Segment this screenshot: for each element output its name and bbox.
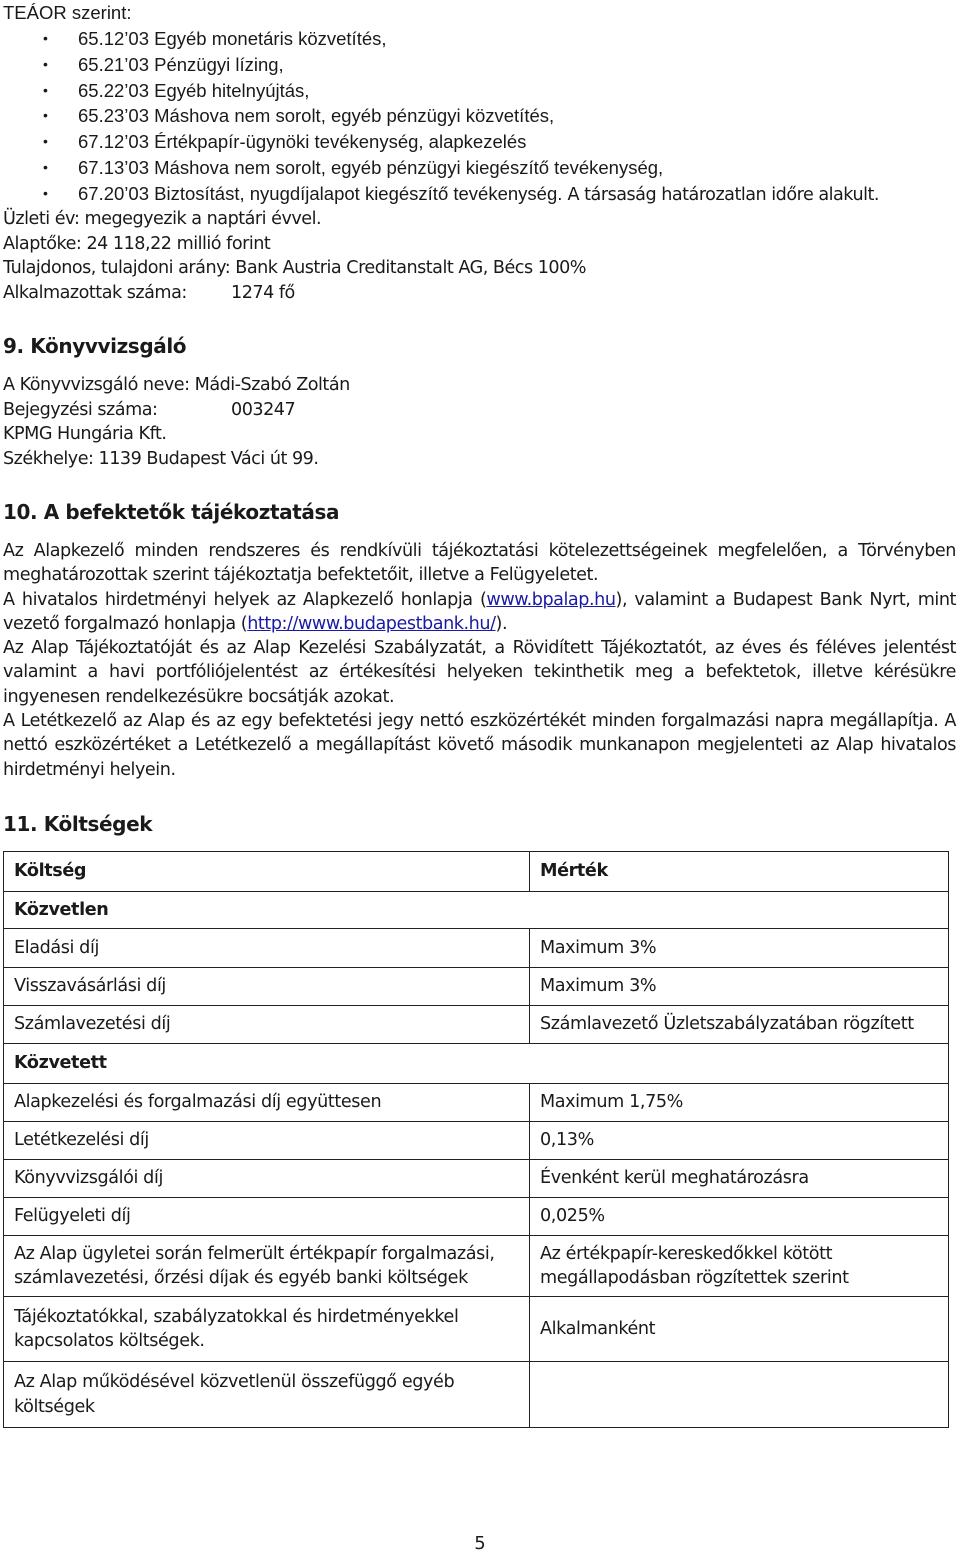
list-item: • 67.12’03 Értékpapír-ügynöki tevékenység, alapkezelés (3, 129, 879, 155)
list-item: • 65.21’03 Pénzügyi lízing, (3, 52, 879, 78)
owner: Tulajdonos, tulajdoni arány: Bank Austria Creditanstalt AG, Bécs 100% (3, 258, 587, 279)
cost-cell: Számlavezetési díj (4, 1006, 530, 1044)
auditor-info (3, 373, 350, 471)
investors-text (3, 539, 956, 782)
auditor-heading: 9. Könyvvizsgáló (3, 334, 187, 358)
rate-cell: 0,025% (530, 1198, 949, 1236)
column-header-rate: Mérték (530, 852, 949, 892)
table-row (4, 968, 949, 1006)
cost-cell: Tájékoztatókkal, szabályzatokkal és hirdetményekkel kapcsolatos költségek. (4, 1297, 530, 1362)
rate-cell (530, 1362, 949, 1428)
investors-paragraph-2: A hivatalos hirdetményi helyek az Alapkezelő honlapja (www.bpalap.hu), valamint a Budapest Bank Nyrt, mint vezető forgalmazó honlapja (http://www.budapestbank.hu/). (3, 589, 956, 634)
investors-paragraph-3: Az Alap Tájékoztatóját és az Alap Kezelési Szabályzatát, a Rövidített Tájékoztatót, az éves és féléves jelentést valamint a havi portfóliójelentést az értékesítési helyeken tekinthetik meg a befektetok, illetve kérésükre ingyenesen rendelkezésükre bocsátják azokat. (3, 638, 956, 707)
rate-cell: Az értékpapír-kereskedőkkel kötött megállapodásban rögzítettek szerint (530, 1236, 949, 1297)
rate-cell: Maximum 3% (530, 929, 949, 968)
bullet-icon: • (43, 184, 48, 201)
rate-cell: Számlavezető Üzletszabályzatában rögzített (530, 1006, 949, 1044)
costs-table (3, 851, 949, 1428)
investors-heading: 10. A befektetők tájékoztatása (3, 500, 340, 524)
cost-cell: Letétkezelési díj (4, 1122, 530, 1160)
page-number: 5 (474, 1533, 486, 1554)
business-year: Üzleti év: megegyezik a naptári évvel. (3, 209, 322, 229)
investors-paragraph-1: Az Alapkezelő minden rendszeres és rendkívüli tájékoztatási kötelezettségeinek megfelelően, a Törvényben meghatározottak szerint tájékoztatja befektetőit, illetve a Felügyeletet. (3, 541, 956, 586)
auditor-registration (3, 398, 350, 423)
section-label-direct: Közvetlen (4, 892, 949, 929)
bullet-icon: • (43, 158, 48, 175)
list-item: • 67.20’03 Biztosítást, nyugdíjalapot kiegészítő tevékenység. A társaság határozatlan időre alakult. (43, 182, 879, 205)
section-row-indirect (4, 1044, 949, 1084)
rate-cell: Maximum 3% (530, 968, 949, 1006)
rate-cell: Évenként kerül meghatározásra (530, 1160, 949, 1198)
table-row (4, 929, 949, 968)
bullet-icon: • (43, 133, 48, 150)
cost-cell: Eladási díj (4, 929, 530, 968)
capital: Alaptőke: 24 118,22 millió forint (3, 233, 271, 254)
auditor-name: A Könyvvizsgáló neve: Mádi-Szabó Zoltán (3, 375, 350, 395)
list-item: • 67.13’03 Máshova nem sorolt, egyéb pénzügyi kiegészítő tevékenység, (3, 155, 879, 181)
registration-value: 003247 (231, 399, 296, 420)
section-row-direct (4, 892, 949, 929)
employees-value: 1274 fő (231, 282, 295, 303)
employees (3, 281, 586, 306)
list-item: • 65.12’03 Egyéb monetáris közvetítés, (3, 26, 879, 52)
table-row (4, 1160, 949, 1198)
bpalap-link[interactable]: www.bpalap.hu (486, 589, 616, 610)
cost-cell: Alapkezelési és forgalmazási díj együttesen (4, 1084, 530, 1122)
list-item: • 65.23’03 Máshova nem sorolt, egyéb pénzügyi közvetítés, (3, 103, 879, 129)
table-row (4, 1297, 949, 1362)
table-row (4, 1122, 949, 1160)
registration-label: Bejegyzési száma: (3, 399, 158, 420)
costs-heading: 11. Költségek (3, 812, 153, 836)
column-header-cost: Költség (4, 852, 530, 892)
auditor-seat: Székhelye: 1139 Budapest Váci út 99. (3, 448, 319, 469)
cost-cell: Visszavásárlási díj (4, 968, 530, 1006)
auditor-firm: KPMG Hungária Kft. (3, 424, 167, 445)
table-row (4, 1006, 949, 1044)
cost-cell: Könyvvizsgálói díj (4, 1160, 530, 1198)
cost-cell: Az Alap ügyletei során felmerült értékpapír forgalmazási, számlavezetési, őrzési díjak és egyéb banki költségek (4, 1236, 530, 1297)
table-header-row (4, 852, 949, 892)
list-item: • 65.22’03 Egyéb hitelnyújtás, (3, 78, 879, 104)
employees-label: Alkalmazottak száma: (3, 282, 187, 303)
table-row (4, 1084, 949, 1122)
investors-paragraph-4: A Letétkezelő az Alap és az egy befektetési jegy nettó eszközértékét minden forgalmazási napra megállapítja. A nettó eszközértéket a Letétkezelő a megállapítást követő második munkanapon megjelenteti az Alap hivatalos hirdetményi helyein. (3, 711, 956, 780)
teaor-list (3, 26, 879, 209)
cost-cell: Felügyeleti díj (4, 1198, 530, 1236)
rate-cell: Maximum 1,75% (530, 1084, 949, 1122)
bullet-icon: • (43, 107, 48, 124)
budapestbank-link[interactable]: http://www.budapestbank.hu/ (247, 613, 496, 634)
table-row (4, 1198, 949, 1236)
bullet-icon: • (43, 55, 48, 72)
rate-cell: 0,13% (530, 1122, 949, 1160)
bullet-icon: • (43, 81, 48, 98)
teaor-heading: TEÁOR szerint: (3, 2, 132, 23)
teaor-tail: A társaság határozatlan időre alakult. (567, 184, 879, 205)
table-row (4, 1236, 949, 1297)
company-info (3, 207, 586, 305)
section-label-indirect: Közvetett (4, 1044, 949, 1084)
cost-cell: Az Alap működésével közvetlenül összefüggő egyéb költségek (4, 1362, 530, 1428)
table-row (4, 1362, 949, 1428)
bullet-icon: • (43, 30, 48, 46)
rate-cell: Alkalmanként (530, 1297, 949, 1362)
